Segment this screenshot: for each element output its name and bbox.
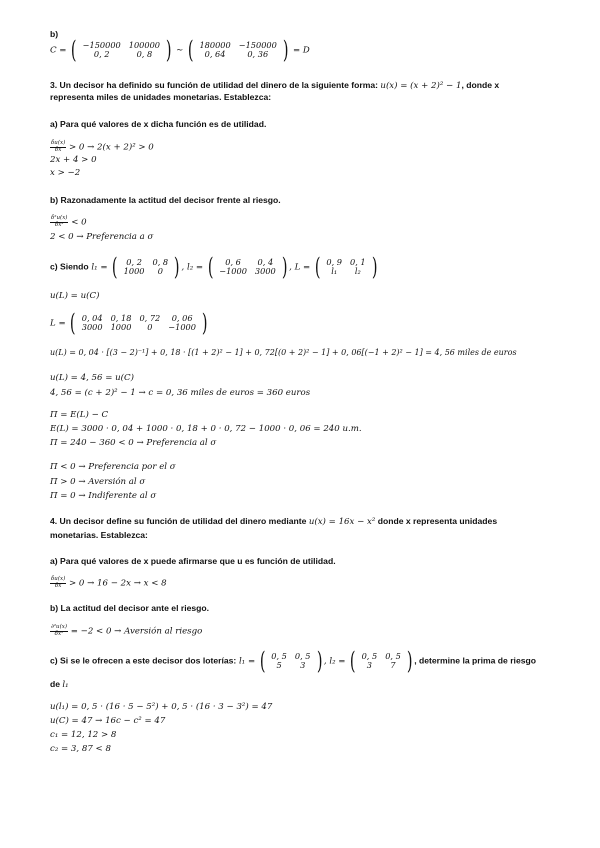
q4-c-line2: de l₁ (50, 679, 69, 690)
q4-a-title: a) Para qué valores de x puede afirmarse que u es función de utilidad. (50, 556, 336, 566)
part-b-label: b) (50, 29, 59, 39)
q4-a-line: $\frac{\delta u(x)}{\delta x}$ > 0 → 16 − 2x → x < 8 (51, 576, 167, 589)
c-d-matrix-equation (50, 38, 310, 62)
q3-c-pi3: Π = 240 − 360 < 0 → Preferencia al σ (50, 438, 217, 448)
q3-c-eq3: 4, 56 = (c + 2)² − 1 → c = 0, 36 miles de euros = 360 euros (50, 388, 311, 398)
q4-c-e3: c₁ = 12, 12 > 8 (50, 730, 117, 740)
q3-c-r2: Π > 0 → Aversión al σ (50, 477, 146, 487)
c-prefix: C = (50, 45, 67, 56)
q4-c-e1: u(l₁) = 0, 5 · (16 · 5 − 5²) + 0, 5 · (16 · 3 − 3²) = 47 (50, 702, 273, 712)
c-matrix: ( −150000 100000 0, 2 0, 8 ) (71, 36, 172, 64)
q4-c-e2: u(C) = 47 → 16c − c² = 47 (50, 716, 166, 726)
q3-b-title: b) Razonadamente la actitud del decisor frente al riesgo. (50, 195, 281, 205)
q3-a-title: a) Para qué valores de x dicha función es de utilidad. (50, 119, 267, 129)
q3-c-pi2: E(L) = 3000 · 0, 04 + 1000 · 0, 18 + 0 · 0, 72 − 1000 · 0, 06 = 240 u.m. (50, 424, 362, 434)
q3-a-line2: 2x + 4 > 0 (50, 155, 97, 165)
q3-a-line1: $\frac{\delta u(x)}{\delta x}$ > 0 → 2(x + 2)² > 0 (51, 140, 154, 153)
d-matrix: ( 180000 −150000 0, 64 0, 36 ) (187, 36, 289, 64)
q3-c-eq1: u(L) = u(C) (50, 291, 100, 301)
q3-statement: 3. Un decisor ha definido su función de utilidad del dinero de la siguiente forma: u(x) = (x + 2)² − 1, donde x (50, 80, 500, 91)
q3-b-line2: 2 < 0 → Preferencia a σ (50, 232, 154, 242)
q3-c-pi1: Π = E(L) − C (50, 410, 109, 420)
q4-c-e4: c₂ = 3, 87 < 8 (50, 744, 111, 754)
q4-c-lotteries: c) Si se le ofrecen a este decisor dos loterías: l₁ = ( 0, 5 0, 5 5 3 ) , l₂ = ( 0, 5 0, 5 3 7 ) , determine la prima de riesgo (50, 647, 537, 675)
q3-c-eq2: u(L) = 4, 56 = u(C) (50, 373, 134, 383)
q3-statement-line2: representa miles de unidades monetarias. Establezca: (50, 92, 272, 102)
tilde: ∼ (176, 45, 184, 56)
q3-b-line1: $\frac{\text{δ²u(x)}}{\text{δx²}}$ < 0 (51, 215, 87, 228)
q3-a-line3: x > −2 (50, 168, 81, 178)
q4-statement: 4. Un decisor define su función de utilidad del dinero mediante u(x) = 16x − x² donde x representa unidades (50, 516, 498, 527)
q3-c-L-matrix: L = ( 0, 04 0, 18 0, 72 0, 06 3000 1000 0 −1000 ) (50, 309, 208, 337)
q3-c-lotteries: c) Siendo l₁ = ( 0, 2 0, 8 1000 0 ) , l₂ = ( 0, 6 0, 4 −1000 3000 ) , L = ( 0, 9 0, 1 l₁ l₂ ) (50, 253, 378, 281)
q3-c-r1: Π < 0 → Preferencia por el σ (50, 462, 176, 472)
q4-b-line: $\frac{\text{∂²u(x)}}{\text{δx²}}$ = −2 < 0 → Aversión al riesgo (51, 624, 203, 637)
q4-b-title: b) La actitud del decisor ante el riesgo. (50, 603, 210, 613)
q3-c-r3: Π = 0 → Indiferente al σ (50, 491, 157, 501)
q3-c-uL: u(L) = 0, 04 · [(3 − 2)⁻¹] + 0, 18 · [(1 + 2)² − 1] + 0, 72[(0 + 2)² − 1] + 0, 06[(−1 + 2)² − 1] = 4, 56 miles de euros (50, 348, 517, 357)
q4-statement-line2: monetarias. Establezca: (50, 530, 148, 540)
d-suffix: = D (292, 45, 310, 56)
